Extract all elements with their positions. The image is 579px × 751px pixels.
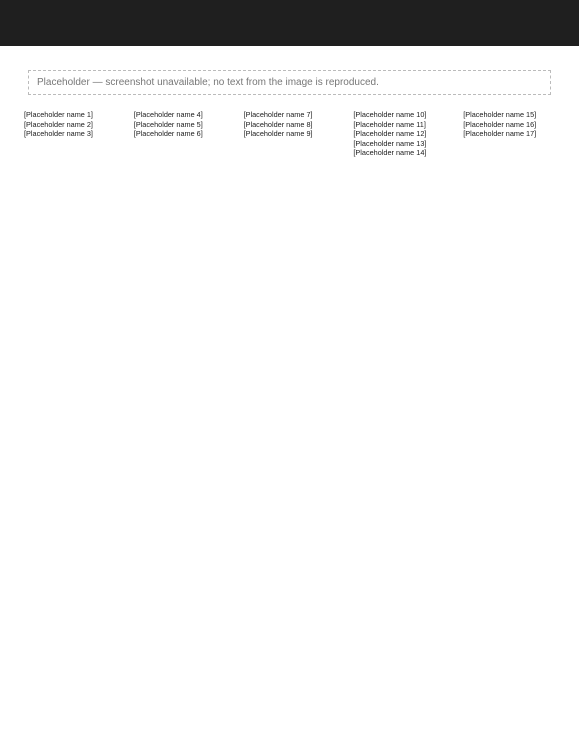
subscriber-name: [Placeholder name 4] — [133, 110, 203, 119]
subscriber-name: [Placeholder name 6] — [133, 129, 203, 139]
subscriber-name: [Placeholder name 3] — [24, 129, 93, 139]
subscriber-name: [Placeholder name 17] — [463, 129, 537, 139]
page-header — [0, 0, 579, 46]
subscriber-name: [Placeholder name 15] — [463, 110, 537, 119]
name-column-1 — [24, 110, 126, 719]
name-column-2 — [134, 110, 236, 719]
subscriber-name: [Placeholder name 16] — [463, 119, 537, 129]
name-column-3 — [244, 110, 346, 719]
subscriber-name: [Placeholder name 2] — [24, 119, 93, 129]
name-column-5 — [463, 110, 565, 719]
subscriber-name: [Placeholder name 12] — [353, 129, 427, 139]
subscriber-name: [Placeholder name 1] — [24, 110, 93, 119]
subscriber-name: [Placeholder name 13] — [353, 138, 427, 148]
subscriber-name: [Placeholder name 7] — [243, 110, 313, 119]
placeholder-notice: Placeholder — screenshot unavailable; no text from the image is reproduced. — [28, 70, 551, 95]
subscriber-columns — [24, 110, 565, 719]
subscriber-name: [Placeholder name 9] — [243, 129, 313, 139]
name-column-4 — [353, 110, 455, 719]
subscriber-name: [Placeholder name 10] — [353, 110, 427, 119]
subscriber-name: [Placeholder name 8] — [243, 119, 313, 129]
subscriber-name: [Placeholder name 14] — [353, 148, 427, 158]
subscriber-name: [Placeholder name 5] — [133, 119, 203, 129]
subscriber-name: [Placeholder name 11] — [353, 119, 426, 129]
